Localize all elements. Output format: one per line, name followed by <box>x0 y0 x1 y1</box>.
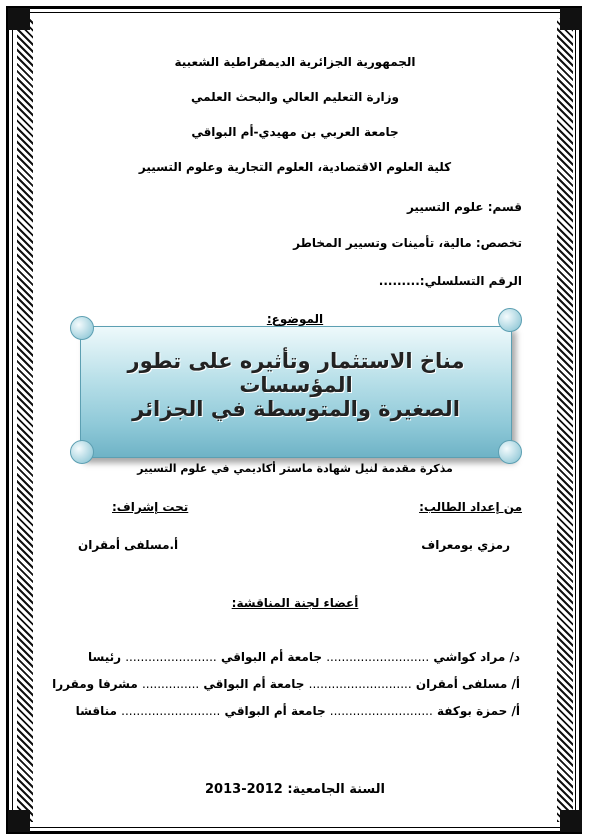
leader-dots: ........................... <box>326 650 430 664</box>
subject-label: الموضوع: <box>266 312 324 326</box>
title-scroll-banner <box>60 308 532 468</box>
scroll-curl-icon <box>70 440 94 464</box>
thesis-title-line-2: الصغيرة والمتوسطة في الجزائر <box>132 397 460 421</box>
specialty-line: تخصص: مالية، تأمينات وتسيير المخاطر <box>293 236 522 250</box>
committee-label: أعضاء لجنة المناقشة: <box>231 596 359 610</box>
corner-ornament <box>560 810 582 832</box>
member-role: مشرفا ومقررا <box>52 677 138 691</box>
member-affiliation: جامعة أم البواقي <box>203 677 305 691</box>
department-line: قسم: علوم التسيير <box>406 200 522 214</box>
corner-ornament <box>8 8 30 30</box>
member-name: أ/ مسلفى أمقران <box>415 677 520 691</box>
member-name: أ/ حمزة بوكفة <box>436 704 520 718</box>
member-affiliation: جامعة أم البواقي <box>224 704 326 718</box>
right-border-pattern <box>557 18 573 822</box>
student-label: من إعداد الطالب: <box>419 500 522 514</box>
committee-row <box>52 677 520 691</box>
student-name: رمزي بومعراف <box>421 538 510 552</box>
serial-number-line: الرقم التسلسلي:......... <box>378 274 522 288</box>
ministry-heading: وزارة التعليم العالي والبحث العلمي <box>190 90 400 104</box>
corner-ornament <box>8 810 30 832</box>
scroll-curl-icon <box>498 308 522 332</box>
leader-dots: .......................... <box>121 704 221 718</box>
corner-ornament <box>560 8 582 30</box>
leader-dots: ............... <box>141 677 200 691</box>
supervisor-label: تحت إشراف: <box>112 500 189 514</box>
thesis-title-line-1: مناخ الاستثمار وتأثيره على تطور المؤسسات <box>127 349 465 397</box>
republic-heading: الجمهورية الجزائرية الديمقراطية الشعبية <box>174 55 416 69</box>
supervisor-name: أ.مسلفى أمقران <box>78 538 179 552</box>
member-affiliation: جامعة أم البواقي <box>220 650 322 664</box>
left-border-pattern <box>17 18 33 822</box>
committee-row <box>75 704 520 718</box>
member-role: مناقشا <box>75 704 117 718</box>
leader-dots: ........................ <box>125 650 217 664</box>
faculty-heading: كلية العلوم الاقتصادية، العلوم التجارية وعلوم التسيير <box>138 160 452 174</box>
university-heading: جامعة العربي بن مهيدي-أم البواقي <box>191 125 399 139</box>
committee-row <box>87 650 520 664</box>
member-name: د/ مراد كواشي <box>433 650 520 664</box>
academic-year: السنة الجامعية: 2012-2013 <box>205 782 385 797</box>
thesis-note: مذكرة مقدمة لنيل شهادة ماستر أكاديمي في علوم التسيير <box>137 462 453 475</box>
leader-dots: ........................... <box>329 704 433 718</box>
scroll-curl-icon <box>70 316 94 340</box>
leader-dots: ........................... <box>308 677 412 691</box>
member-role: رئيسا <box>87 650 122 664</box>
scroll-curl-icon <box>498 440 522 464</box>
scroll-body <box>80 326 512 458</box>
